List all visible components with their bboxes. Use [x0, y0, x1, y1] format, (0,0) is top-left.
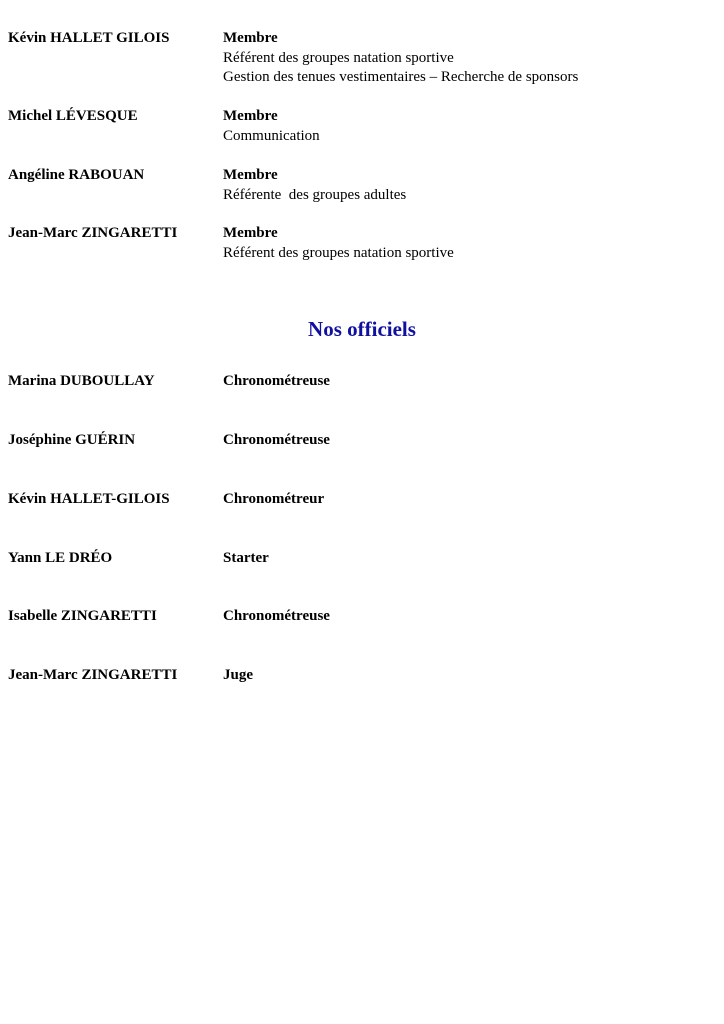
member-details	[223, 107, 320, 146]
official-role: Juge	[223, 667, 253, 683]
official-name: Jean-Marc ZINGARETTI	[8, 667, 178, 683]
member-details	[223, 29, 578, 88]
official-role: Chronométreur	[223, 491, 325, 507]
member-responsibility: Gestion des tenues vestimentaires – Recherche de sponsors	[223, 69, 579, 85]
official-role: Chronométreuse	[223, 373, 330, 389]
member-responsibility: Référent des groupes natation sportive	[223, 244, 454, 261]
official-name: Isabelle ZINGARETTI	[8, 608, 157, 624]
member-name: Jean-Marc ZINGARETTI	[8, 225, 178, 241]
official-role: Chronométreuse	[223, 608, 330, 624]
official-role: Starter	[223, 550, 269, 566]
member-name: Michel LÉVESQUE	[8, 108, 138, 124]
member-details	[223, 166, 406, 205]
member-role: Membre	[223, 108, 278, 124]
member-responsibility: Communication	[223, 127, 320, 144]
official-name: Yann LE DRÉO	[8, 550, 113, 566]
member-role: Membre	[223, 30, 278, 46]
member-responsibility: Référente des groupes adultes	[223, 186, 407, 203]
official-details	[223, 607, 330, 627]
official-name: Marina DUBOULLAY	[8, 373, 155, 389]
official-name: Kévin HALLET-GILOIS	[8, 491, 170, 507]
officials-section-title: Nos officiels	[308, 317, 416, 341]
member-role: Membre	[223, 167, 278, 183]
official-details	[223, 549, 269, 569]
official-details	[223, 666, 253, 686]
member-responsibility: Référent des groupes natation sportive	[223, 49, 454, 66]
member-name: Kévin HALLET GILOIS	[8, 30, 170, 46]
official-name: Joséphine GUÉRIN	[8, 432, 136, 448]
official-details	[223, 431, 330, 451]
official-role: Chronométreuse	[223, 432, 330, 448]
official-details	[223, 372, 330, 392]
member-details	[223, 224, 454, 263]
official-details	[223, 490, 324, 510]
member-role: Membre	[223, 225, 278, 241]
member-name: Angéline RABOUAN	[8, 167, 145, 183]
